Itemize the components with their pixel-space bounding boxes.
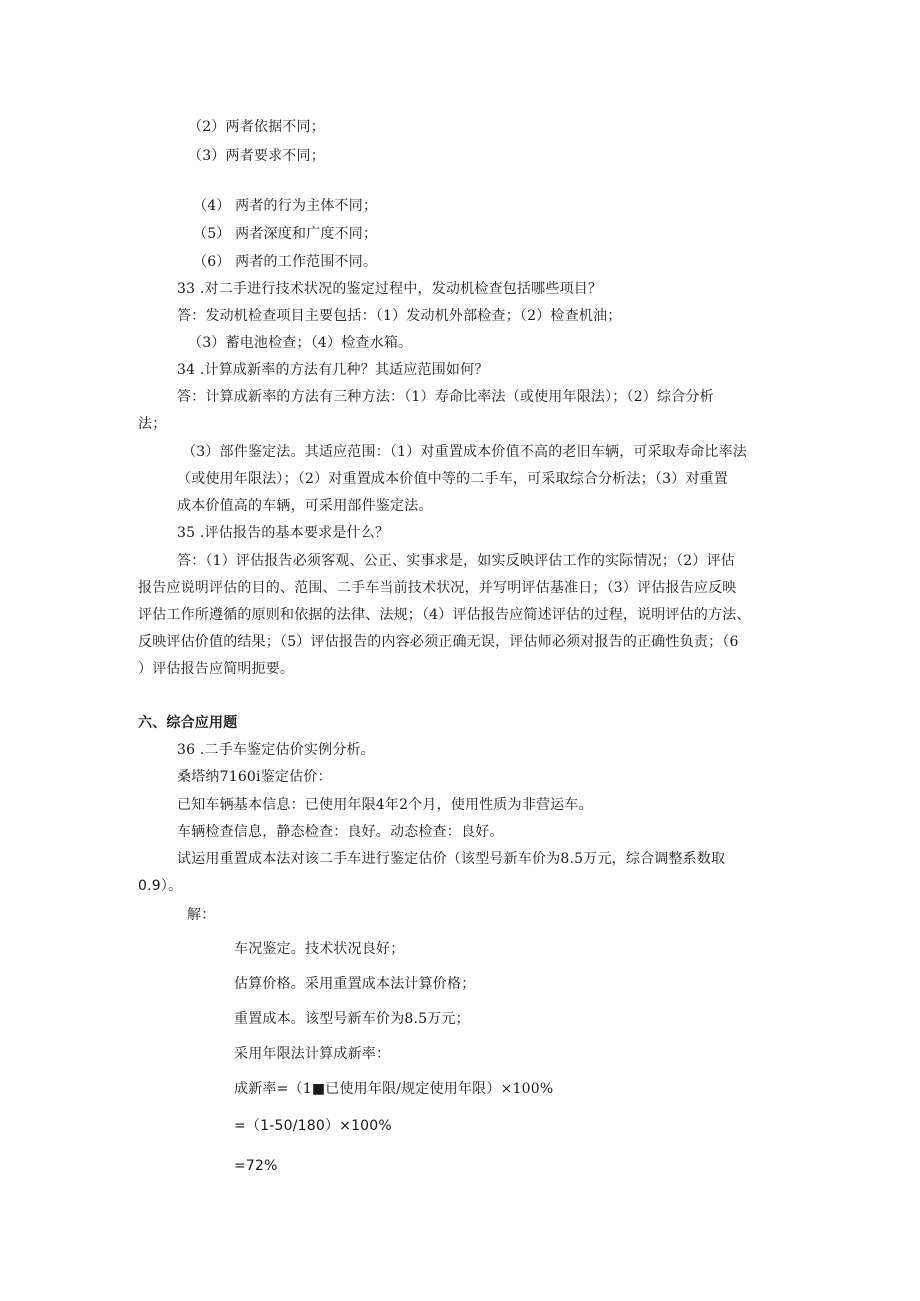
formula-result: =72%: [234, 1158, 278, 1174]
case-task-line2: 0.9）。: [138, 878, 183, 894]
answer-35-line2: 报告应说明评估的目的、范围、二手车当前技术状况，并写明评估基准日；（3）评估报告应反映: [138, 580, 737, 596]
list-item: （5） 两者深度和广度不同；: [193, 226, 378, 242]
case-task-line1: 试运用重置成本法对该二手车进行鉴定估价（该型号新车价为8.5万元，综合调整系数取: [177, 851, 726, 867]
list-item: （6） 两者的工作范围不同。: [193, 254, 378, 270]
formula-line: 成新率=（1■已使用年限/规定使用年限）×100%: [234, 1081, 554, 1097]
solution-step: 重置成本。该型号新车价为8.5万元；: [234, 1011, 470, 1027]
answer-35-line1: 答：（1）评估报告必须客观、公正、实事求是，如实反映评估工作的实际情况；（2）评估: [177, 553, 736, 569]
case-info: 已知车辆基本信息：已使用年限4年2个月，使用性质为非营运车。: [177, 797, 593, 813]
formula-line: =（1-50/180）×100%: [234, 1118, 392, 1134]
answer-34-line1: 答：计算成新率的方法有三种方法：（1）寿命比率法（或使用年限法）；（2）综合分析: [177, 389, 714, 405]
question-35: 35 .评估报告的基本要求是什么？: [177, 525, 390, 541]
solution-step: 估算价格。采用重置成本法计算价格；: [234, 976, 476, 992]
solution-label: 解：: [187, 907, 216, 923]
answer-34-line2: 法；: [138, 416, 167, 432]
answer-34-line4: （或使用年限法）；（2）对重置成本价值中等的二手车，可采取综合分析法；（3）对重置: [177, 471, 729, 487]
list-item: （2）两者依据不同；: [188, 119, 325, 135]
solution-step: 采用年限法计算成新率：: [234, 1046, 391, 1062]
answer-34-line5: 成本价值高的车辆，可采用部件鉴定法。: [177, 498, 433, 514]
answer-33-line1: 答：发动机检查项目主要包括：（1）发动机外部检查；（2）检查机油；: [177, 308, 622, 324]
answer-35-line3: 评估工作所遵循的原则和依据的法律、法规；（4）评估报告应简述评估的过程，说明评估的方法、: [138, 607, 751, 623]
list-item: （4） 两者的行为主体不同；: [193, 198, 378, 214]
answer-35-line4: 反映评估价值的结果；（5）评估报告的内容必须正确无误，评估师必须对报告的正确性负责；（6: [138, 634, 739, 650]
question-33: 33 .对二手进行技术状况的鉴定过程中，发动机检查包括哪些项目？: [177, 281, 603, 297]
solution-step: 车况鉴定。技术状况良好；: [234, 941, 405, 957]
list-item: （3）两者要求不同；: [188, 148, 325, 164]
case-title: 桑塔纳7160i鉴定估价：: [177, 769, 332, 785]
section-heading: 六、综合应用题: [138, 715, 238, 731]
answer-35-line5: ）评估报告应简明扼要。: [138, 661, 295, 677]
answer-33-line2: （3）蓄电池检查；（4）检查水箱。: [188, 335, 413, 351]
question-34: 34 .计算成新率的方法有几种？其适应范围如何？: [177, 362, 489, 378]
case-inspection: 车辆检查信息，静态检查：良好。动态检查：良好。: [177, 824, 504, 840]
answer-34-line3: （3）部件鉴定法。其适应范围：（1）对重置成本价值不高的老旧车辆，可采取寿命比率法: [182, 444, 748, 460]
question-36: 36 .二手车鉴定估价实例分析。: [177, 742, 375, 758]
